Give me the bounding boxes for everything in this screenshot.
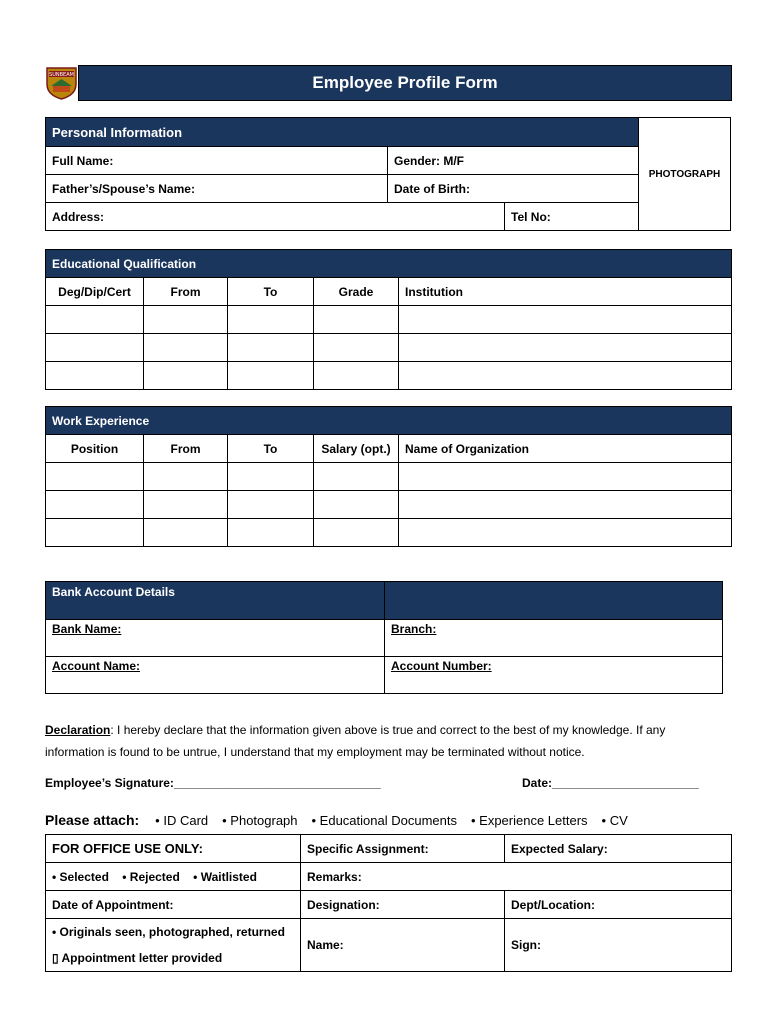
tel-no-field[interactable]: Tel No: bbox=[505, 203, 639, 231]
table-cell[interactable] bbox=[46, 491, 144, 519]
table-cell[interactable] bbox=[228, 306, 314, 334]
column-header: Salary (opt.) bbox=[314, 435, 399, 463]
name-field[interactable]: Name: bbox=[301, 919, 505, 972]
personal-info-table bbox=[45, 117, 639, 231]
sign-field[interactable]: Sign: bbox=[505, 919, 732, 972]
column-header: From bbox=[144, 435, 228, 463]
attachments-list bbox=[45, 812, 628, 828]
table-cell[interactable] bbox=[314, 306, 399, 334]
table-row bbox=[46, 306, 732, 334]
table-cell[interactable] bbox=[314, 334, 399, 362]
status-option-selected[interactable]: • Selected bbox=[52, 869, 109, 884]
appointment-letter-checkbox[interactable]: ▯ Appointment letter provided bbox=[52, 951, 223, 965]
column-header: Position bbox=[46, 435, 144, 463]
column-header: To bbox=[228, 435, 314, 463]
table-cell[interactable] bbox=[314, 491, 399, 519]
table-row bbox=[46, 362, 732, 390]
table-cell[interactable] bbox=[46, 362, 144, 390]
table-cell[interactable] bbox=[228, 362, 314, 390]
bank-details-header: Bank Account Details bbox=[46, 582, 385, 620]
table-cell[interactable] bbox=[314, 362, 399, 390]
table-cell[interactable] bbox=[228, 519, 314, 547]
attach-label: Please attach: bbox=[45, 812, 140, 828]
table-row bbox=[46, 334, 732, 362]
status-option-waitlisted[interactable]: • Waitlisted bbox=[193, 869, 257, 884]
form-title-bar bbox=[78, 65, 732, 101]
table-cell[interactable] bbox=[228, 463, 314, 491]
gender-field[interactable]: Gender: M/F bbox=[388, 147, 639, 175]
date-of-birth-field[interactable]: Date of Birth: bbox=[388, 175, 639, 203]
table-cell[interactable] bbox=[228, 491, 314, 519]
table-cell[interactable] bbox=[144, 306, 228, 334]
attach-item: • ID Card bbox=[155, 812, 209, 828]
bank-details-header-blank bbox=[385, 582, 723, 620]
table-cell[interactable] bbox=[399, 491, 732, 519]
bank-name-field[interactable]: Bank Name: bbox=[52, 622, 122, 636]
bank-details-table bbox=[45, 581, 723, 694]
dept-location-field[interactable]: Dept/Location: bbox=[505, 891, 732, 919]
photograph-label: PHOTOGRAPH bbox=[648, 168, 721, 180]
company-logo bbox=[45, 66, 78, 100]
column-header: Institution bbox=[399, 278, 732, 306]
specific-assignment-field[interactable]: Specific Assignment: bbox=[301, 835, 505, 863]
table-row bbox=[46, 519, 732, 547]
photograph-box[interactable] bbox=[638, 117, 731, 231]
column-header: To bbox=[228, 278, 314, 306]
table-cell[interactable] bbox=[46, 306, 144, 334]
work-experience-table bbox=[45, 406, 732, 547]
designation-field[interactable]: Designation: bbox=[301, 891, 505, 919]
education-header: Educational Qualification bbox=[46, 250, 732, 278]
attach-item: • Experience Letters bbox=[470, 812, 588, 828]
column-header: Name of Organization bbox=[399, 435, 732, 463]
table-cell[interactable] bbox=[144, 463, 228, 491]
date-of-appointment-field[interactable]: Date of Appointment: bbox=[46, 891, 301, 919]
form-title: Employee Profile Form bbox=[312, 73, 498, 92]
table-cell[interactable] bbox=[46, 463, 144, 491]
table-cell[interactable] bbox=[399, 334, 732, 362]
address-field[interactable]: Address: bbox=[46, 203, 505, 231]
remarks-field[interactable]: Remarks: bbox=[301, 863, 732, 891]
attach-item: • Educational Documents bbox=[311, 812, 457, 828]
father-spouse-name-field[interactable]: Father’s/Spouse’s Name: bbox=[46, 175, 388, 203]
table-row bbox=[46, 491, 732, 519]
table-cell[interactable] bbox=[314, 463, 399, 491]
account-number-field[interactable]: Account Number: bbox=[391, 659, 492, 673]
declaration bbox=[45, 719, 725, 763]
expected-salary-field[interactable]: Expected Salary: bbox=[505, 835, 732, 863]
branch-field[interactable]: Branch: bbox=[391, 622, 437, 636]
status-option-rejected[interactable]: • Rejected bbox=[122, 869, 180, 884]
declaration-text: : I hereby declare that the information given above is true and correct to the best of my knowledge. If any information is found to be untrue, I understand that my employment may be terminated without notice. bbox=[45, 723, 666, 759]
column-header: From bbox=[144, 278, 228, 306]
signature-date-field[interactable]: Date:______________________ bbox=[522, 776, 699, 790]
column-header: Grade bbox=[314, 278, 399, 306]
office-use-table bbox=[45, 834, 732, 972]
employee-signature-field[interactable]: Employee’s Signature:_______________________________ bbox=[45, 776, 381, 790]
table-cell[interactable] bbox=[46, 334, 144, 362]
education-table bbox=[45, 249, 732, 390]
office-use-title: FOR OFFICE USE ONLY: bbox=[46, 835, 301, 863]
table-cell[interactable] bbox=[144, 491, 228, 519]
table-cell[interactable] bbox=[399, 463, 732, 491]
logo-text: SUNBEAM bbox=[49, 72, 74, 78]
full-name-field[interactable]: Full Name: bbox=[46, 147, 388, 175]
table-cell[interactable] bbox=[144, 334, 228, 362]
attach-item: • CV bbox=[601, 812, 628, 828]
column-header: Deg/Dip/Cert bbox=[46, 278, 144, 306]
table-cell[interactable] bbox=[399, 362, 732, 390]
personal-info-header: Personal Information bbox=[46, 118, 639, 147]
account-name-field[interactable]: Account Name: bbox=[52, 659, 141, 673]
table-cell[interactable] bbox=[399, 306, 732, 334]
originals-checkbox[interactable]: • Originals seen, photographed, returned bbox=[52, 925, 285, 939]
table-cell[interactable] bbox=[314, 519, 399, 547]
status-options bbox=[46, 863, 301, 891]
attach-item: • Photograph bbox=[222, 812, 298, 828]
table-cell[interactable] bbox=[144, 519, 228, 547]
table-cell[interactable] bbox=[399, 519, 732, 547]
table-cell[interactable] bbox=[46, 519, 144, 547]
table-cell[interactable] bbox=[144, 362, 228, 390]
declaration-label: Declaration bbox=[45, 723, 111, 737]
work-experience-header: Work Experience bbox=[46, 407, 732, 435]
table-row bbox=[46, 463, 732, 491]
table-cell[interactable] bbox=[228, 334, 314, 362]
